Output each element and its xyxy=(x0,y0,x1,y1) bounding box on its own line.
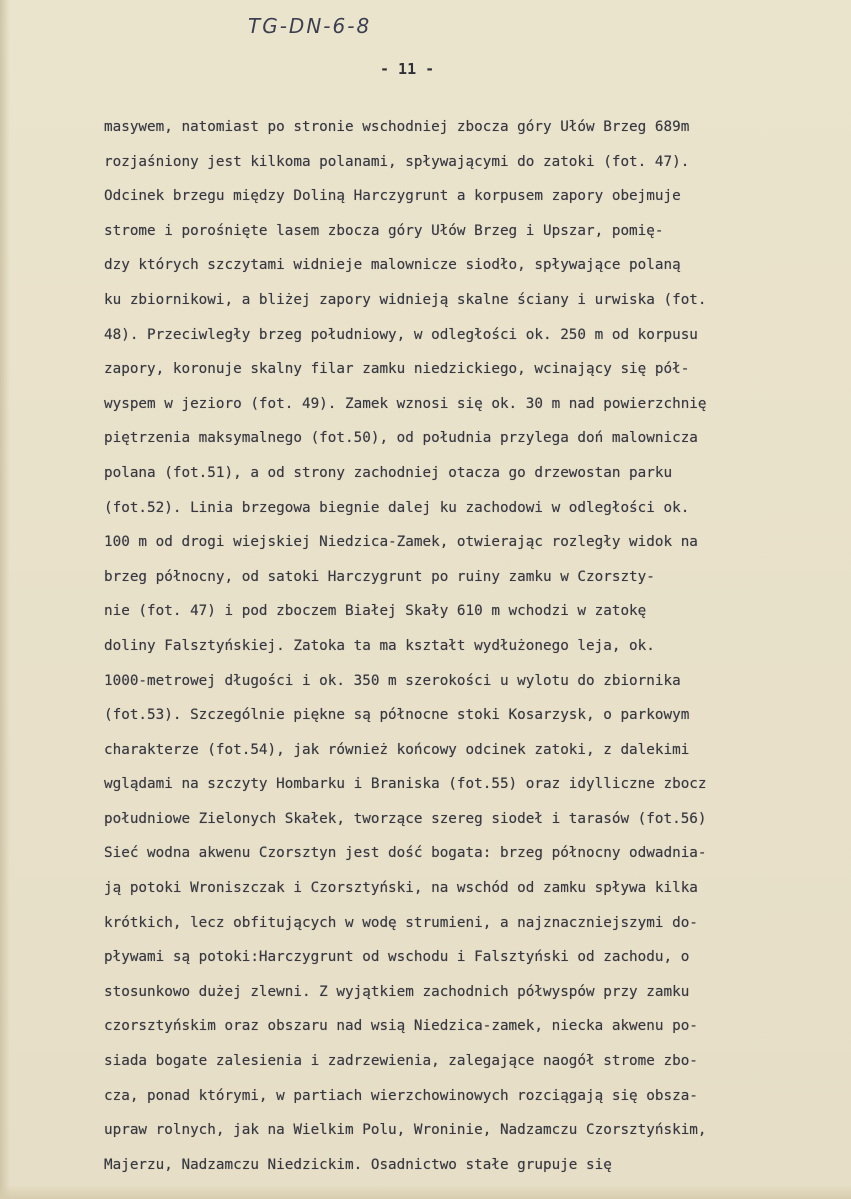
text-line: krótkich, lecz obfitujących w wodę strumieni, a najznaczniejszymi do- xyxy=(104,914,698,931)
text-line: zapory, koronuje skalny filar zamku niedzickiego, wcinający się pół- xyxy=(104,361,690,378)
text-line: czorsztyńskim oraz obszaru nad wsią Niedzica-zamek, niecka akwenu po- xyxy=(104,1018,698,1035)
handwritten-reference: TG-DN-6-8 xyxy=(248,14,372,38)
text-line: Majerzu, Nadzamczu Niedzickim. Osadnictwo stałe grupuje się xyxy=(104,1156,612,1173)
text-line: polana (fot.51), a od strony zachodniej otacza go drzewostan parku xyxy=(104,464,673,481)
text-line: południowe Zielonych Skałek, tworzące szereg siodeł i tarasów (fot.56) xyxy=(104,810,707,827)
text-line: doliny Falsztyńskiej. Zatoka ta ma kształt wydłużonego leja, ok. xyxy=(104,637,655,654)
text-line: 48). Przeciwległy brzeg południowy, w odległości ok. 250 m od korpusu xyxy=(104,326,698,343)
text-line: dzy których szczytami widnieje malownicze siodło, spływające polaną xyxy=(104,257,681,274)
text-line: stosunkowo dużej zlewni. Z wyjątkiem zachodnich półwyspów przy zamku xyxy=(104,983,690,1000)
text-line: charakterze (fot.54), jak również końcowy odcinek zatoki, z dalekimi xyxy=(104,741,690,758)
text-line: piętrzenia maksymalnego (fot.50), od południa przylega doń malownicza xyxy=(104,430,698,447)
text-line: siada bogate zalesienia i zadrzewienia, zalegające naogół strome zbo- xyxy=(104,1053,698,1070)
text-line: masywem, natomiast po stronie wschodniej zbocza góry Ułów Brzeg 689m xyxy=(104,119,690,135)
text-line: strome i porośnięte lasem zbocza góry Ułów Brzeg i Upszar, pomię- xyxy=(104,222,664,239)
text-line: wglądami na szczyty Hombarku i Braniska (fot.55) oraz idylliczne zbocz xyxy=(104,776,707,793)
text-line: Odcinek brzegu między Doliną Harczygrunt a korpusem zapory obejmuje xyxy=(104,188,681,205)
body-text xyxy=(104,110,844,1182)
paper-edge-shadow xyxy=(0,0,10,1199)
text-line: upraw rolnych, jak na Wielkim Polu, Wroninie, Nadzamczu Czorsztyńskim, xyxy=(104,1122,707,1139)
text-line: (fot.52). Linia brzegowa biegnie dalej ku zachodowi w odległości ok. xyxy=(104,499,690,516)
text-line: 1000-metrowej długości i ok. 350 m szerokości u wylotu do zbiornika xyxy=(104,672,681,689)
text-line: brzeg północny, od satoki Harczygrunt po ruiny zamku w Czorszty- xyxy=(104,568,655,585)
paper-bottom-shadow xyxy=(0,1185,851,1199)
page-number: - 11 - xyxy=(380,60,435,78)
text-line: nie (fot. 47) i pod zboczem Białej Skały 610 m wchodzi w zatokę xyxy=(104,603,647,620)
text-line: Sieć wodna akwenu Czorsztyn jest dość bogata: brzeg północny odwadnia- xyxy=(104,845,707,862)
text-line: ją potoki Wroniszczak i Czorsztyński, na wschód od zamku spływa kilka xyxy=(104,880,698,897)
text-line: 100 m od drogi wiejskiej Niedzica-Zamek, otwierając rozległy widok na xyxy=(104,534,698,551)
text-line: (fot.53). Szczególnie piękne są północne stoki Kosarzysk, o parkowym xyxy=(104,707,690,724)
text-line: rozjaśniony jest kilkoma polanami, spływającymi do zatoki (fot. 47). xyxy=(104,153,690,170)
text-line: cza, ponad którymi, w partiach wierzchowinowych rozciągają się obsza- xyxy=(104,1087,698,1104)
text-line: wyspem w jezioro (fot. 49). Zamek wznosi się ok. 30 m nad powierzchnię xyxy=(104,395,707,412)
text-line: ku zbiornikowi, a bliżej zapory widnieją skalne ściany i urwiska (fot. xyxy=(104,291,707,308)
text-line: pływami są potoki:Harczygrunt od wschodu i Falsztyński od zachodu, o xyxy=(104,949,690,966)
